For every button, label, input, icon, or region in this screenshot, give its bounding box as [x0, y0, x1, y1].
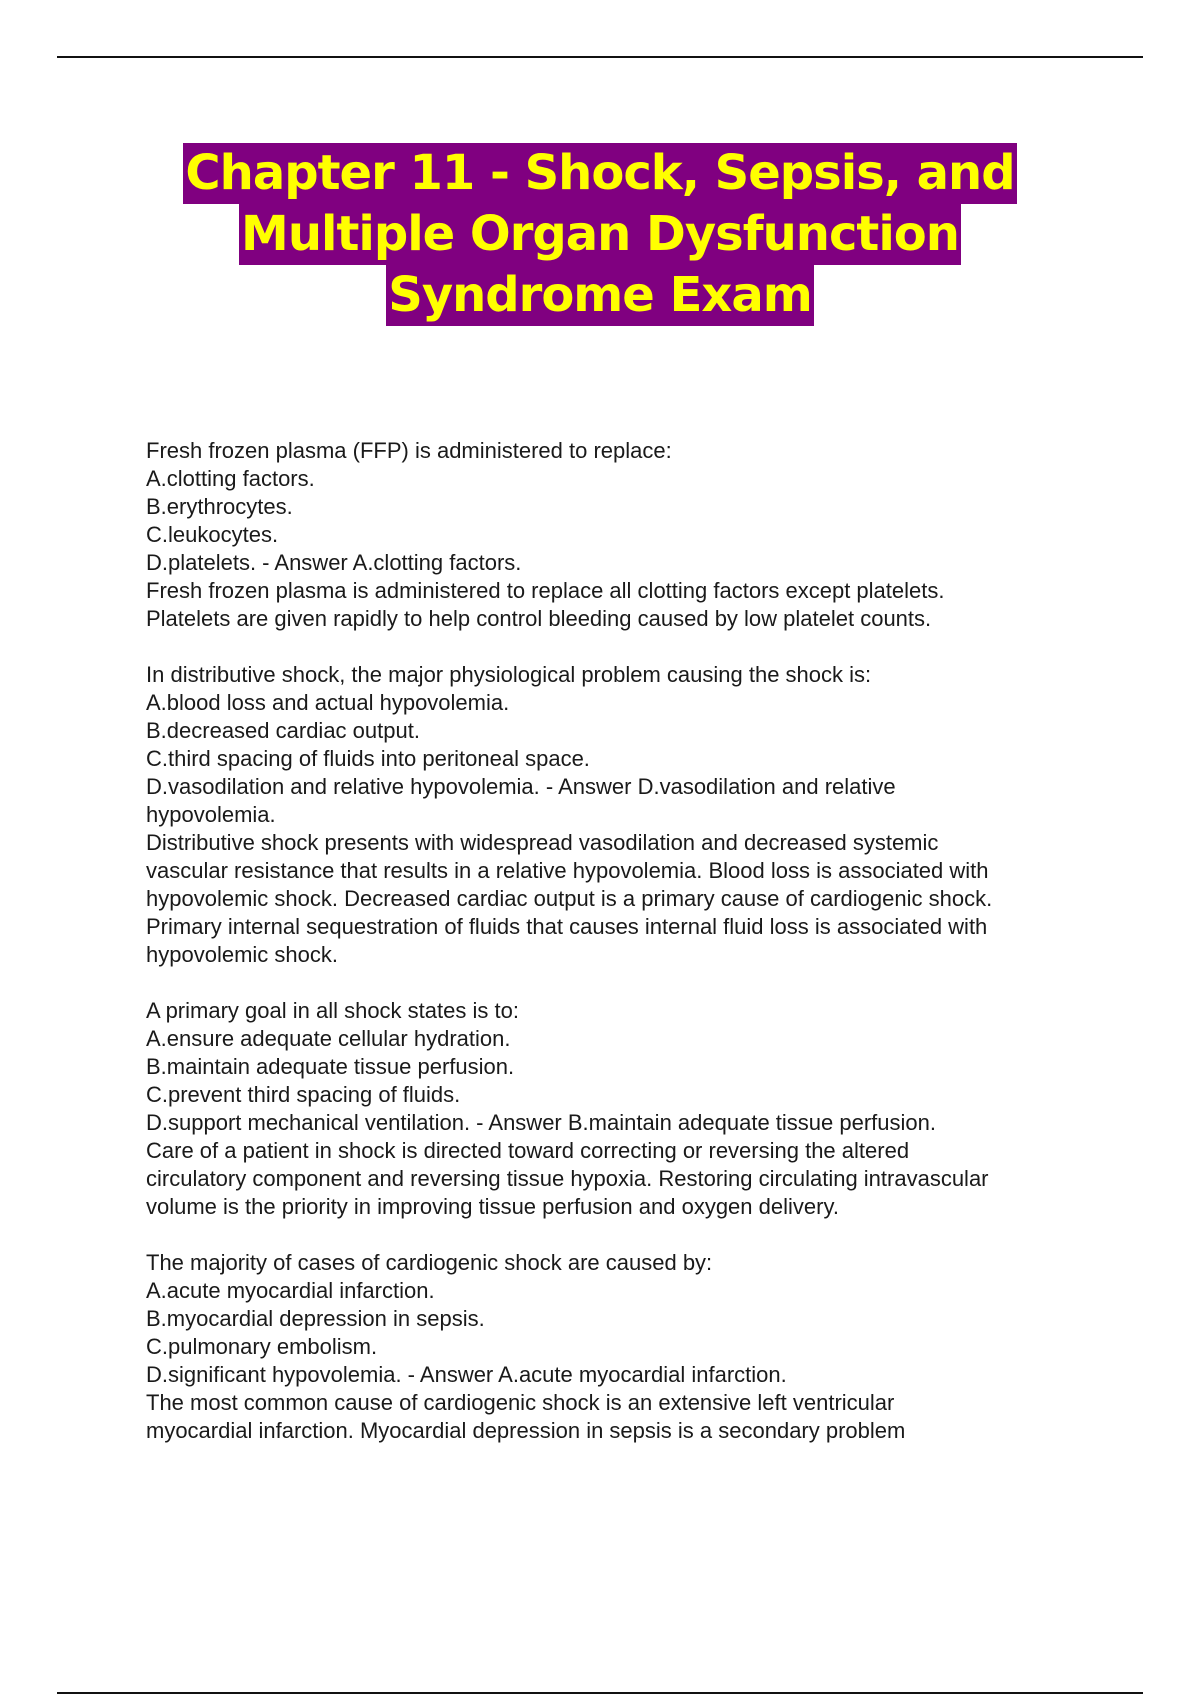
answer-option: A.acute myocardial infarction. — [146, 1278, 435, 1303]
explanation-line: The most common cause of cardiogenic shock is an extensive left ventricular — [146, 1390, 895, 1415]
answer-option: C.prevent third spacing of fluids. — [146, 1082, 461, 1107]
question-block-4 — [146, 1249, 1096, 1445]
answer-option: A.blood loss and actual hypovolemia. — [146, 690, 510, 715]
answer-option-with-answer: D.significant hypovolemia. - Answer A.acute myocardial infarction. — [146, 1362, 787, 1387]
question-block-2 — [146, 661, 1096, 969]
explanation-line: vascular resistance that results in a relative hypovolemia. Blood loss is associated with — [146, 858, 989, 883]
question-text: The majority of cases of cardiogenic shock are caused by: — [146, 1250, 713, 1275]
title-line-2: Multiple Organ Dysfunction — [239, 204, 961, 265]
answer-option-continuation: hypovolemia. — [146, 802, 276, 827]
answer-option-with-answer: D.vasodilation and relative hypovolemia. - Answer D.vasodilation and relative — [146, 774, 896, 799]
question-text: A primary goal in all shock states is to: — [146, 998, 519, 1023]
answer-option: B.myocardial depression in sepsis. — [146, 1306, 485, 1331]
question-block-1 — [146, 437, 1096, 633]
explanation-line: hypovolemic shock. — [146, 942, 338, 967]
answer-option-with-answer: D.support mechanical ventilation. - Answer B.maintain adequate tissue perfusion. — [146, 1110, 936, 1135]
answer-option: C.pulmonary embolism. — [146, 1334, 378, 1359]
answer-option: B.maintain adequate tissue perfusion. — [146, 1054, 515, 1079]
answer-option: C.third spacing of fluids into peritoneal space. — [146, 746, 590, 771]
explanation-line: circulatory component and reversing tissue hypoxia. Restoring circulating intravascular — [146, 1166, 989, 1191]
question-text: In distributive shock, the major physiological problem causing the shock is: — [146, 662, 872, 687]
explanation-line: hypovolemic shock. Decreased cardiac output is a primary cause of cardiogenic shock. — [146, 886, 993, 911]
bottom-rule — [57, 1692, 1143, 1694]
document-body — [146, 437, 1096, 1473]
explanation-line: volume is the priority in improving tissue perfusion and oxygen delivery. — [146, 1194, 839, 1219]
document-title — [0, 143, 1200, 326]
explanation-line: Platelets are given rapidly to help control bleeding caused by low platelet counts. — [146, 606, 932, 631]
explanation-line: Care of a patient in shock is directed toward correcting or reversing the altered — [146, 1138, 910, 1163]
title-line-1: Chapter 11 - Shock, Sepsis, and — [183, 143, 1016, 204]
question-block-3 — [146, 997, 1096, 1221]
answer-option-with-answer: D.platelets. - Answer A.clotting factors. — [146, 550, 522, 575]
answer-option: B.decreased cardiac output. — [146, 718, 420, 743]
explanation-line: Primary internal sequestration of fluids that causes internal fluid loss is associated with — [146, 914, 988, 939]
explanation-line: myocardial infarction. Myocardial depression in sepsis is a secondary problem — [146, 1418, 906, 1443]
answer-option: C.leukocytes. — [146, 522, 279, 547]
top-rule — [57, 56, 1143, 58]
answer-option: A.clotting factors. — [146, 466, 315, 491]
question-text: Fresh frozen plasma (FFP) is administered to replace: — [146, 438, 672, 463]
title-line-3: Syndrome Exam — [386, 265, 813, 326]
explanation-line: Fresh frozen plasma is administered to replace all clotting factors except platelets. — [146, 578, 945, 603]
answer-option: B.erythrocytes. — [146, 494, 293, 519]
explanation-line: Distributive shock presents with widespread vasodilation and decreased systemic — [146, 830, 939, 855]
answer-option: A.ensure adequate cellular hydration. — [146, 1026, 511, 1051]
